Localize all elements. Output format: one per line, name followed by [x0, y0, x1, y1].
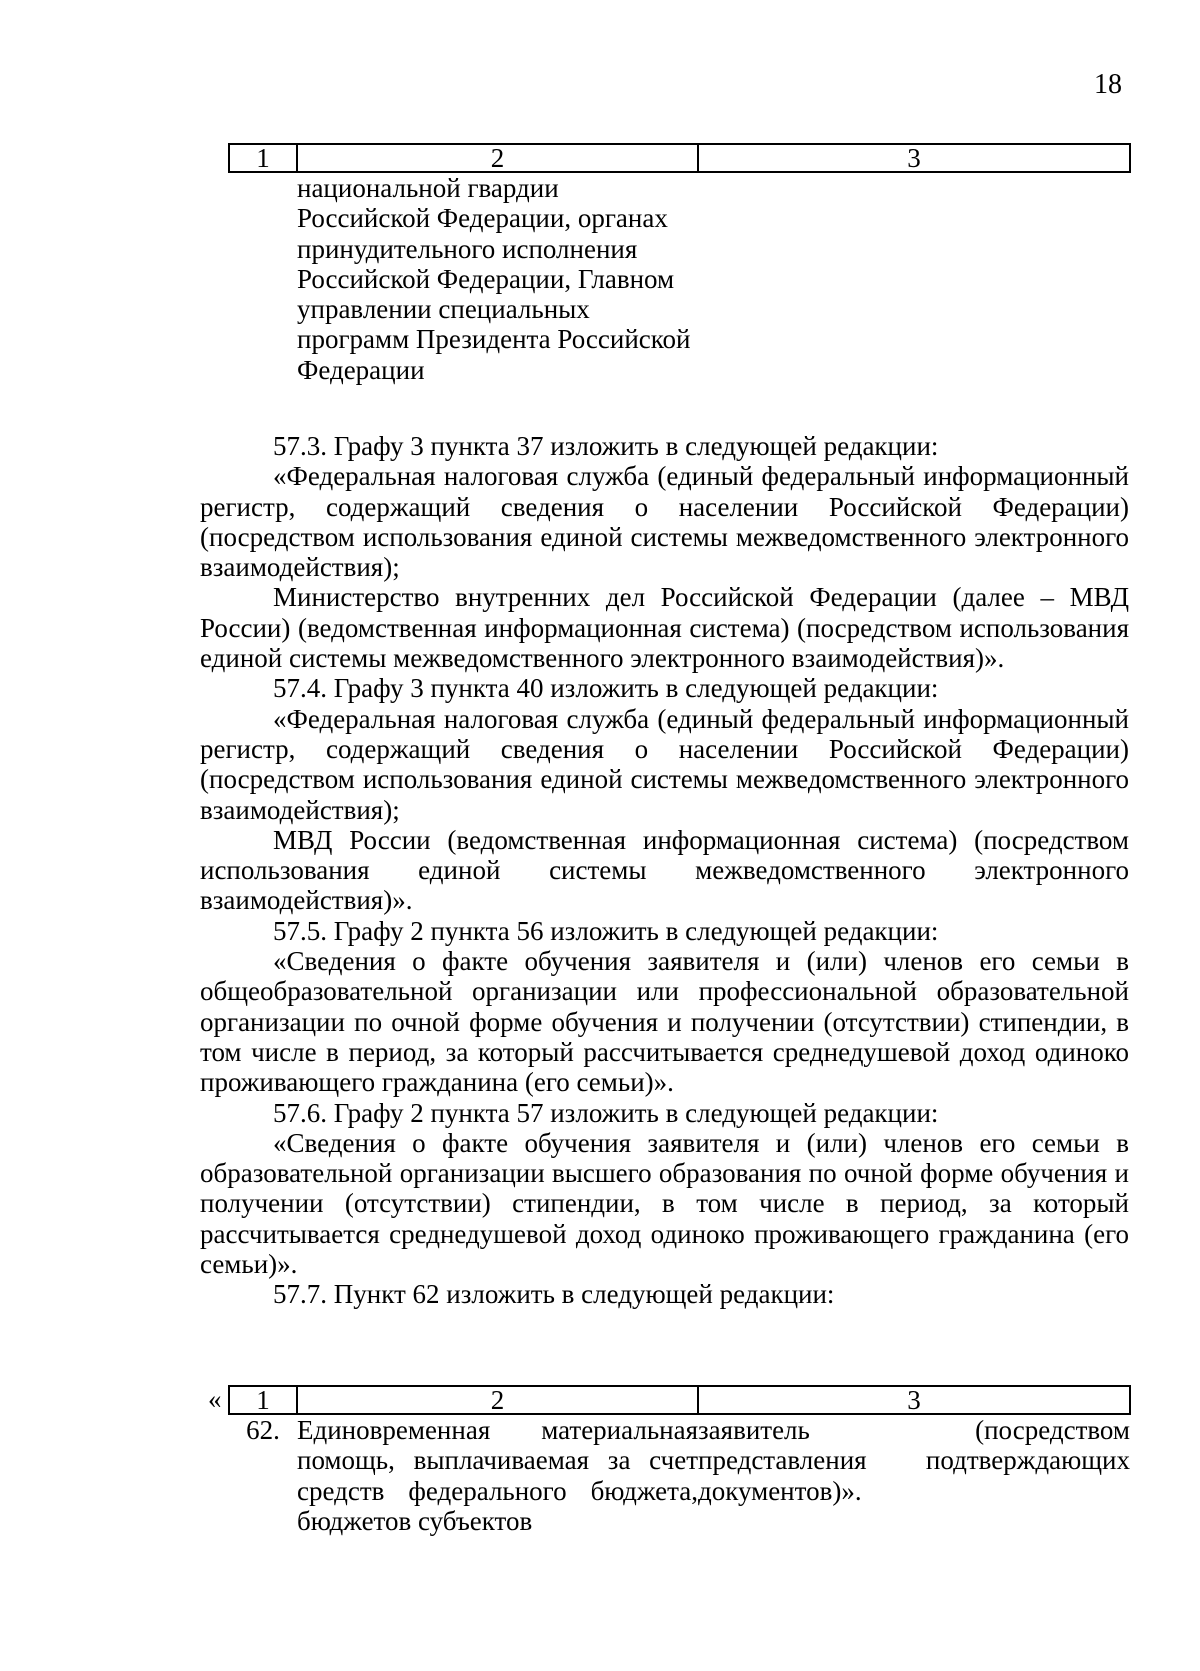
table-cell-text: национальной гвардии Российской Федерации, органах принудительного исполнения Российской Федерации, Главном управлении специальных программ Президента Российской Федерации — [297, 173, 691, 385]
table-header-col-3: 3 — [698, 144, 1130, 172]
table-row — [229, 172, 1130, 385]
table-header-col-1: 1 — [229, 144, 297, 172]
paragraph: 57.5. Графу 2 пункта 56 изложить в следующей редакции: — [273, 915, 939, 946]
table-header-row — [229, 144, 1130, 172]
table-header-col-1: 1 — [229, 1386, 297, 1414]
page-number: 18 — [1094, 69, 1122, 100]
table-cell-text: заявитель (посредством представления подтверждающих документов)». — [698, 1415, 1130, 1506]
table-cell-text: Единовременная материальная помощь, выплачиваемая за счет средств федерального бюджета, бюджетов субъектов — [297, 1415, 698, 1536]
paragraph: «Сведения о факте обучения заявителя и (или) членов его семьи в общеобразовательной организации или профессиональной образовательной организации по очной форме обучения и получении (отсутствии) стипендии, в том числе в период, за который рассчитывается среднедушевой доход одиноко проживающего гражданина (его семьи)». — [200, 946, 1129, 1098]
table-open-quote: « — [208, 1384, 222, 1414]
paragraph: 57.4. Графу 3 пункта 40 изложить в следующей редакции: — [273, 673, 939, 704]
table-cell-empty — [698, 172, 1130, 385]
table-header-col-3: 3 — [698, 1386, 1130, 1414]
table-header-col-2: 2 — [297, 144, 698, 172]
table-continuation — [228, 143, 1131, 385]
table-header-col-2: 2 — [297, 1386, 698, 1414]
paragraph: МВД России (ведомственная информационная система) (посредством использования единой системы межведомственного электронного взаимодействия)». — [200, 824, 1129, 916]
table-row — [229, 1414, 1130, 1536]
paragraph: 57.7. Пункт 62 изложить в следующей редакции: — [273, 1279, 835, 1310]
table-header-row — [229, 1386, 1130, 1414]
paragraph: 57.6. Графу 2 пункта 57 изложить в следующей редакции: — [273, 1097, 939, 1128]
document-body — [200, 431, 1129, 1310]
paragraph: «Сведения о факте обучения заявителя и (или) членов его семьи в образовательной организации высшего образования по очной форме обучения и получении (отсутствии) стипендии, в том числе в период, за который рассчитывается среднедушевой доход одиноко проживающего гражданина (его семьи)». — [200, 1127, 1129, 1280]
row-number: 62. — [246, 1415, 280, 1445]
table-item-62 — [228, 1385, 1131, 1536]
paragraph: Министерство внутренних дел Российской Федерации (далее – МВД России) (ведомственная информационная система) (посредством использования единой системы межведомственного электронного взаимодействия)». — [200, 582, 1129, 674]
paragraph: 57.3. Графу 3 пункта 37 изложить в следующей редакции: — [273, 431, 939, 461]
paragraph: «Федеральная налоговая служба (единый федеральный информационный регистр, содержащий сведения о населении Российской Федерации) (посредством использования единой системы межведомственного электронного взаимодействия); — [200, 461, 1129, 583]
table-cell-empty — [229, 172, 297, 385]
paragraph: «Федеральная налоговая служба (единый федеральный информационный регистр, содержащий сведения о населении Российской Федерации) (посредством использования единой системы межведомственного электронного взаимодействия); — [200, 703, 1129, 825]
